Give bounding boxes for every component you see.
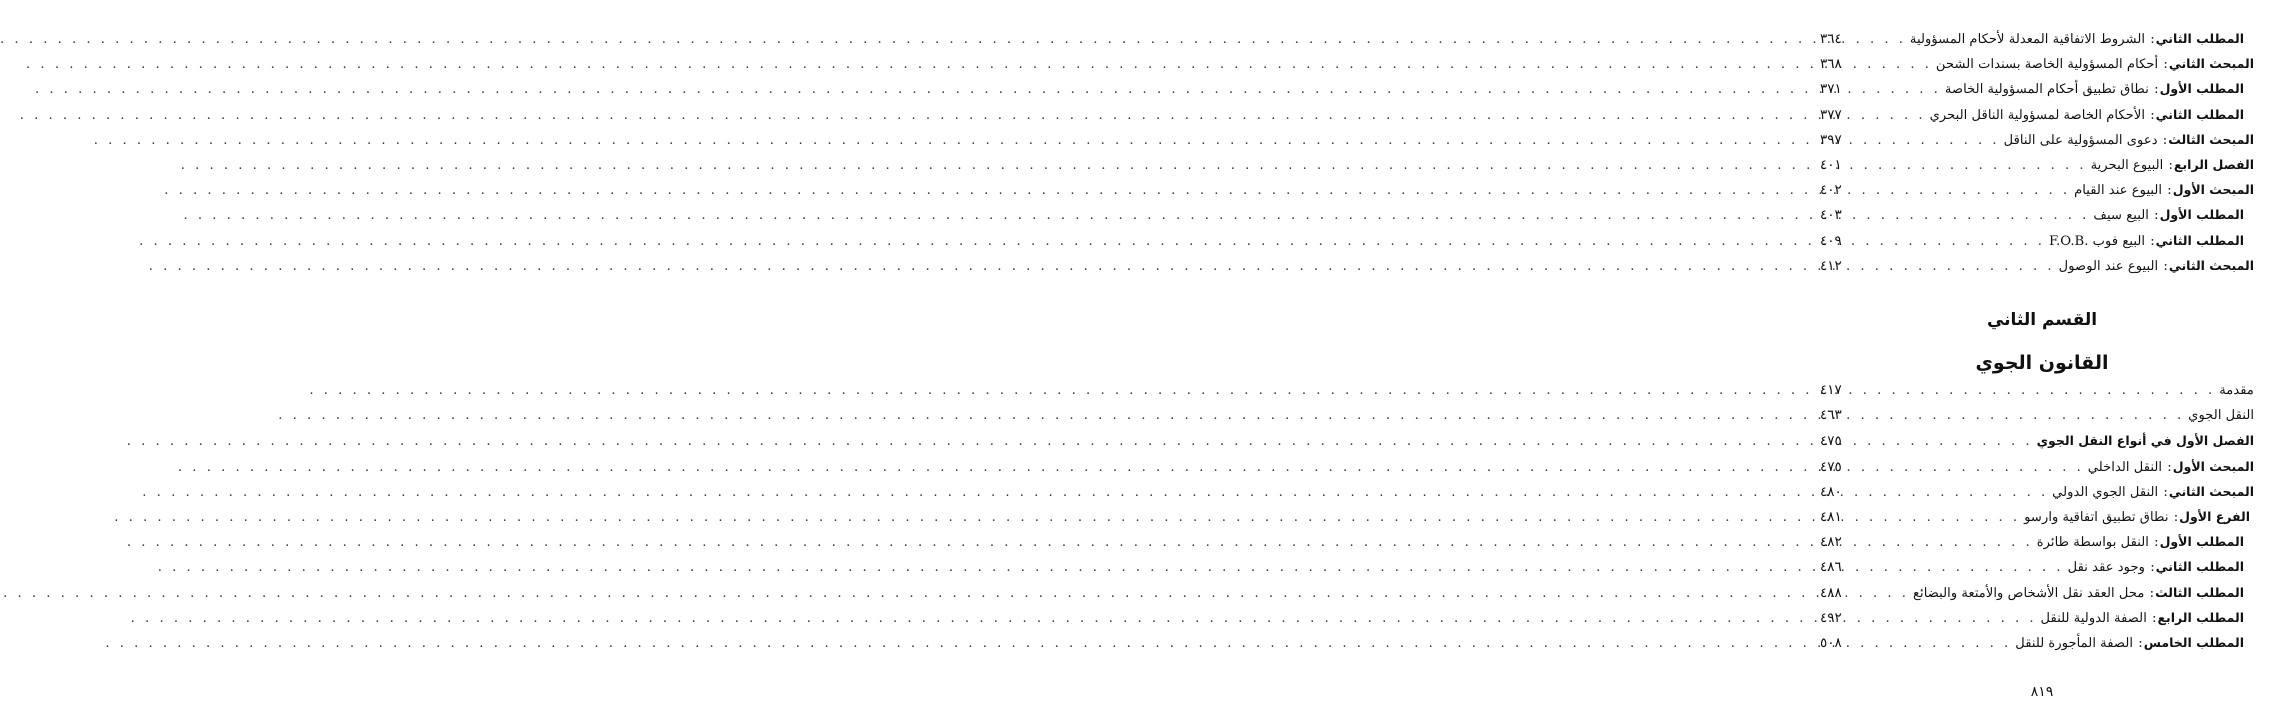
leader-dots [1860,27,1906,52]
leader-dots [1860,378,2215,403]
toc-entry-title: المبحث الثالث: دعوى المسؤولية على الناقل [2003,131,2254,148]
toc-entry-title: المطلب الثاني: البيع فوب .F.O.B [2049,232,2244,249]
toc-entry-label: المبحث الثالث [2168,131,2254,147]
toc-entry-title: المطلب الأول: البيع سيف [2093,207,2244,224]
toc-entry-text: الصفة الدولية للنقل [2040,610,2147,626]
toc-entry-text: النقل الجوي [2188,408,2254,424]
leader-dots [1860,530,2033,555]
toc-entry-text: الفصل الأول في أنواع النقل الجوي [2036,433,2254,449]
leader-dots [1860,103,1926,128]
toc-page [1792,0,2292,710]
toc-entry-label: المبحث الثاني [2168,257,2254,273]
toc-entry [1820,403,2254,428]
toc-entry-text: محل العقد نقل الأشخاص والأمتعة والبضائع [1913,585,2145,601]
toc-entry-label: المطلب الثاني [2155,232,2244,248]
toc-entry [1820,127,2254,152]
toc-entry-page: ٤١٧ [1820,382,1842,398]
toc-entry-page: ٥٠٨ [1820,634,1842,651]
toc-entry [1820,253,2254,278]
toc-entry-text: الشروط الاتفاقية المعدلة لأحكام المسؤولية [1909,32,2146,47]
toc-entry-title: المطلب الثاني: الشروط الاتفاقية المعدلة لأحكام المسؤولية [1909,31,2244,47]
toc-entry-label: المطلب الأول [2159,207,2244,223]
toc-entry-text: الأحكام الخاصة لمسؤولية الناقل البحري [1929,107,2146,123]
toc-entry-label: المطلب الثاني [2155,559,2244,575]
toc-entry-title: المطلب الأول: نطاق تطبيق أحكام المسؤولية الخاصة [1944,81,2244,98]
leader-dots [1860,631,2011,656]
leader-dots [1860,229,2045,254]
toc-entry-page: ٣٩٧ [1820,131,1842,148]
leader-dots [1860,429,2033,454]
toc-entries-top [1820,26,2254,278]
toc-entry-title: المطلب الثاني: وجود عقد نقل [2067,559,2244,576]
toc-entry [1820,177,2254,202]
toc-entry-page: ٤٨١ [1820,508,1842,525]
toc-entry-title: المطلب الأول: النقل بواسطة طائرة [2036,534,2244,551]
toc-entry-text: البيع فوب .F.O.B [2049,233,2146,249]
toc-entry-title: الفصل الرابع: البيوع البحرية [2090,156,2254,173]
leader-dots [1860,52,1932,77]
toc-entry [1820,102,2254,127]
toc-entry [1820,630,2254,655]
toc-entry-label: المبحث الأول [2172,458,2254,474]
toc-entry [1820,76,2254,101]
part-heading: القانون الجوي [1975,352,2109,374]
leader-dots [1860,403,2184,428]
toc-entry [1820,428,2254,453]
toc-entry-page: ٣٧٧ [1820,106,1842,123]
toc-entry-label: المطلب الرابع [2157,609,2244,625]
toc-entry [1820,580,2254,605]
toc-entry-page: ٤٠٢ [1820,182,1842,199]
toc-entry-text: أحكام المسؤولية الخاصة بسندات الشحن [1935,57,2159,73]
toc-entry-title [2219,378,2254,403]
toc-entry-label: الفصل الرابع [2173,156,2254,172]
toc-entry-page: ٤٨٨ [1820,584,1842,601]
toc-entry-label: المطلب الأول [2159,534,2244,550]
toc-entry-label: المبحث الثاني [2168,56,2254,72]
leader-dots [1860,555,2064,580]
toc-entry-text: البيوع عند القيام [2074,183,2163,199]
leader-dots [1860,581,1909,606]
toc-entry [1820,26,2254,51]
toc-entry-label: المبحث الثاني [2168,483,2254,499]
toc-entry-page: ٤٨٦ [1820,559,1842,576]
toc-entry-text: وجود عقد نقل [2067,560,2146,576]
toc-entry-label: الفرع الأول [2179,508,2250,524]
toc-entry-label: المطلب الأول [2159,81,2244,97]
toc-entry-text: النقل الداخلي [2087,459,2163,475]
toc-entry-title: المبحث الثاني: النقل الجوي الدولي [2052,483,2254,500]
page-number: ٨١٩ [2030,684,2054,700]
toc-entry-page: ٣٦٨ [1820,56,1842,73]
toc-entry-title: المبحث الثاني: البيوع عند الوصول [2058,257,2254,274]
toc-entry [1820,605,2254,630]
toc-entry-label: المطلب الثاني [2155,31,2244,46]
leader-dots [1860,480,2048,505]
toc-entry-page: ٤١٢ [1820,257,1842,274]
toc-entry [1820,228,2254,253]
leader-dots [1860,128,2000,153]
toc-entry-text: دعوى المسؤولية على الناقل [2003,132,2158,148]
toc-entry [1820,454,2254,479]
toc-entry-page: ٤٨٢ [1820,534,1842,551]
toc-entry-title: المبحث الأول: البيوع عند القيام [2074,182,2254,199]
toc-entry-title: المبحث الثاني: أحكام المسؤولية الخاصة بسندات الشحن [1935,56,2254,73]
toc-entry-text: نطاق تطبيق اتفاقية وارسو [2024,509,2169,525]
toc-entry [1820,554,2254,579]
toc-entry [1820,529,2254,554]
toc-entry-label: المبحث الأول [2172,182,2254,198]
toc-entry-title: المبحث الأول: النقل الداخلي [2087,458,2254,475]
toc-entry [1820,378,2254,403]
toc-entry-page: ٤٠٣ [1820,207,1842,224]
toc-entry-text: نطاق تطبيق أحكام المسؤولية الخاصة [1944,82,2149,98]
toc-entry-label: المطلب الخامس [2143,634,2244,650]
toc-entry-label: المطلب الثالث [2155,584,2244,600]
toc-entry-page: ٤٠١ [1820,156,1842,173]
toc-entry [1820,202,2254,227]
section-heading: القسم الثاني [1986,310,2098,330]
toc-entry-page: ٤٨٠ [1820,483,1842,500]
leader-dots [1860,77,1941,102]
leader-dots [1860,153,2087,178]
toc-entry-page: ٤٧٥ [1820,458,1842,475]
toc-entry-text: البيوع البحرية [2090,157,2164,173]
toc-entry-text: البيوع عند الوصول [2058,258,2159,274]
toc-entry [1820,479,2254,504]
leader-dots [1860,505,2020,530]
leader-dots [1860,254,2055,279]
toc-entry-text: البيع سيف [2093,208,2149,224]
toc-entry-title [2188,403,2254,428]
toc-entry-label: المطلب الثاني [2155,106,2244,122]
toc-entry-text: النقل بواسطة طائرة [2036,535,2149,551]
toc-entries-bottom [1820,378,2254,655]
leader-dots [1860,606,2037,631]
toc-entry-text: الصفة المأجورة للنقل [2015,635,2134,651]
leader-dots [1860,455,2084,480]
toc-entry-page: ٣٧١ [1820,81,1842,98]
toc-entry-title: المطلب الخامس: الصفة المأجورة للنقل [2015,634,2244,651]
toc-entry-title: المطلب الثالث: محل العقد نقل الأشخاص والأمتعة والبضائع [1913,584,2244,601]
leader-dots [1860,203,2089,228]
toc-entry-text: النقل الجوي الدولي [2052,484,2159,500]
toc-entry-text: مقدمة [2219,383,2254,398]
toc-entry [1820,152,2254,177]
toc-entry-title: المطلب الثاني: الأحكام الخاصة لمسؤولية الناقل البحري [1929,106,2244,123]
toc-entry-title [2037,428,2254,453]
toc-entry-page: ٤٧٥ [1820,433,1842,450]
toc-entry [1820,504,2254,529]
toc-entry [1820,51,2254,76]
toc-entry-title: الفرع الأول: نطاق تطبيق اتفاقية وارسو [2024,508,2250,525]
leader-dots [1860,178,2070,203]
toc-entry-page: ٤٩٢ [1820,609,1842,626]
toc-entry-page: ٣٦٤ [1820,31,1842,47]
toc-entry-page: ٤٠٩ [1820,232,1842,249]
toc-entry-page: ٤٦٣ [1820,407,1842,424]
toc-entry-title: المطلب الرابع: الصفة الدولية للنقل [2040,609,2244,626]
